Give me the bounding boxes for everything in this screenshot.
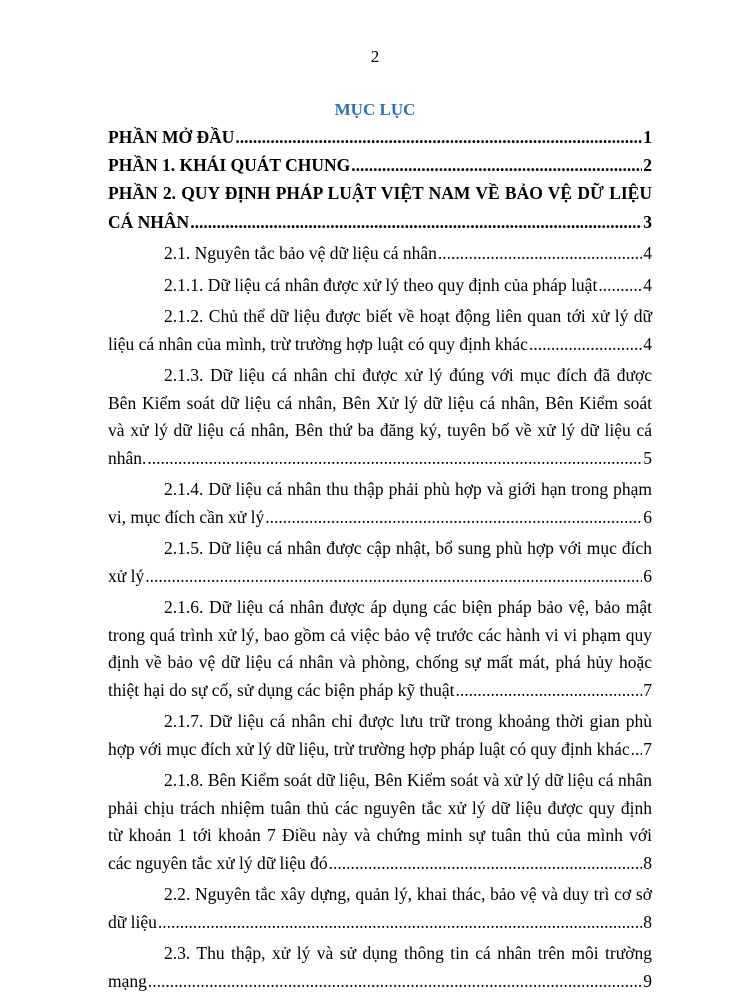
toc-page-number: 8: [643, 852, 652, 873]
toc-entry-line: 2.3. Thu thập, xử lý và sử dụng thông tin cá nhân trên môi trường: [164, 943, 652, 963]
toc-entry[interactable]: [108, 767, 652, 877]
toc-entry[interactable]: [108, 535, 652, 590]
toc-entry-last-line: [108, 272, 652, 300]
toc-entry-last-line: [108, 240, 652, 268]
toc-entry-line: 2.1.6. Dữ liệu cá nhân được áp dụng các biện pháp bảo vệ, bảo mật: [164, 597, 652, 617]
toc-title: MỤC LỤC: [334, 100, 416, 119]
toc-entry-text: hợp với mục đích xử lý dữ liệu, trừ trường hợp pháp luật có quy định khác: [108, 738, 630, 759]
toc-entry-text: dữ liệu: [108, 911, 157, 932]
toc-page-number: 4: [643, 274, 652, 295]
toc-entry-last-line: [108, 736, 652, 764]
dot-leader: [456, 677, 643, 705]
toc-entry-line: và xử lý dữ liệu cá nhân, Bên thứ ba đăng ký, tuyên bố về xử lý dữ liệu cá: [108, 420, 652, 440]
dot-leader: [235, 123, 642, 151]
toc-entry-line: định về bảo vệ dữ liệu cá nhân và phòng, chống sự mất mát, phá hủy hoặc: [108, 652, 652, 672]
toc-entry-text: các nguyên tắc xử lý dữ liệu đó: [108, 852, 328, 873]
dot-leader: [145, 563, 642, 591]
toc-entry-text: thiệt hại do sự cố, sử dụng các biện pháp kỹ thuật: [108, 679, 455, 700]
dot-leader: [329, 850, 643, 878]
toc-page-number: 4: [643, 333, 652, 354]
toc-page-number: 5: [643, 447, 652, 468]
toc-entry[interactable]: [108, 240, 652, 268]
table-of-contents: [108, 123, 652, 995]
toc-page-number: 3: [643, 211, 652, 232]
toc-entry-last-line: [108, 563, 652, 591]
toc-entry[interactable]: [108, 594, 652, 704]
toc-entry-text: CÁ NHÂN: [108, 211, 190, 232]
toc-page-number: 6: [643, 506, 652, 527]
toc-entry-last-line: [108, 331, 652, 359]
toc-entry-last-line: [108, 677, 652, 705]
toc-entry-last-line: [108, 123, 652, 151]
toc-entry[interactable]: [108, 151, 652, 179]
toc-entry[interactable]: [108, 272, 652, 300]
toc-entry-line: 2.1.5. Dữ liệu cá nhân được cập nhật, bổ sung phù hợp với mục đích: [164, 538, 652, 558]
toc-page-number: 2: [643, 155, 652, 175]
toc-entry-line: 2.1.7. Dữ liệu cá nhân chỉ được lưu trữ trong khoảng thời gian phù: [164, 711, 652, 731]
toc-entry-text: PHẦN MỞ ĐẦU: [108, 127, 235, 147]
toc-entry[interactable]: [108, 303, 652, 358]
toc-entry[interactable]: [108, 708, 652, 763]
dot-leader: [598, 272, 642, 300]
toc-entry[interactable]: [108, 881, 652, 936]
toc-page-number: 7: [643, 679, 652, 700]
toc-page-number: 1: [643, 127, 652, 147]
toc-entry-text: nhân.: [108, 447, 147, 468]
toc-entry-last-line: [108, 968, 652, 996]
toc-entry-line: 2.2. Nguyên tắc xây dựng, quản lý, khai thác, bảo vệ và duy trì cơ sở: [164, 884, 652, 904]
toc-entry-text: xử lý: [108, 565, 145, 586]
toc-entry-text: liệu cá nhân của mình, trừ trường hợp luật có quy định khác: [108, 333, 528, 354]
toc-entry-last-line: [108, 850, 652, 878]
toc-entry-line: 2.1.2. Chủ thể dữ liệu được biết về hoạt động liên quan tới xử lý dữ: [164, 306, 652, 326]
dot-leader: [190, 208, 642, 237]
toc-page-number: 8: [643, 911, 652, 932]
toc-entry-last-line: [108, 208, 652, 237]
toc-entry-last-line: [108, 445, 652, 473]
toc-entry[interactable]: [108, 123, 652, 151]
toc-page-number: 6: [643, 565, 652, 586]
dot-leader: [147, 445, 642, 473]
dot-leader: [148, 968, 642, 996]
toc-entry-line: từ khoản 1 tới khoản 7 Điều này và chứng minh sự tuân thủ của mình với: [108, 825, 652, 845]
toc-entry-last-line: [108, 151, 652, 179]
toc-entry-line: 2.1.3. Dữ liệu cá nhân chỉ được xử lý đúng với mục đích đã được: [164, 365, 652, 385]
toc-page-number: 4: [643, 243, 652, 263]
toc-entry[interactable]: [108, 179, 652, 236]
toc-entry-text: PHẦN 1. KHÁI QUÁT CHUNG: [108, 155, 351, 175]
dot-leader: [158, 909, 642, 937]
toc-entry-text: 2.1. Nguyên tắc bảo vệ dữ liệu cá nhân: [164, 243, 437, 263]
toc-entry[interactable]: [108, 362, 652, 472]
dot-leader: [529, 331, 642, 359]
toc-entry[interactable]: [108, 940, 652, 995]
dot-leader: [438, 240, 642, 268]
toc-page-number: 9: [643, 970, 652, 991]
dot-leader: [265, 504, 642, 532]
toc-entry-text: 2.1.1. Dữ liệu cá nhân được xử lý theo quy định của pháp luật: [164, 274, 598, 295]
toc-entry-last-line: [108, 909, 652, 937]
toc-entry-line: trong quá trình xử lý, bao gồm cả việc bảo vệ trước các hành vi vi phạm quy: [108, 624, 652, 645]
toc-entry-line: PHẦN 2. QUY ĐỊNH PHÁP LUẬT VIỆT NAM VỀ BẢO VỆ DỮ LIỆU: [108, 183, 652, 203]
toc-entry-text: mạng: [108, 970, 147, 991]
page-number: 2: [370, 47, 380, 66]
dot-leader: [631, 736, 643, 764]
dot-leader: [351, 151, 642, 179]
toc-entry-last-line: [108, 504, 652, 532]
toc-entry-line: 2.1.4. Dữ liệu cá nhân thu thập phải phù hợp và giới hạn trong phạm: [164, 479, 652, 499]
toc-entry-line: Bên Kiểm soát dữ liệu cá nhân, Bên Xử lý dữ liệu cá nhân, Bên Kiểm soát: [108, 392, 652, 413]
toc-entry-text: vi, mục đích cần xử lý: [108, 506, 265, 527]
toc-entry-line: phải chịu trách nhiệm tuân thủ các nguyên tắc xử lý dữ liệu được quy định: [108, 797, 652, 818]
toc-entry[interactable]: [108, 476, 652, 531]
toc-entry-line: 2.1.8. Bên Kiểm soát dữ liệu, Bên Kiểm soát và xử lý dữ liệu cá nhân: [164, 770, 652, 790]
toc-page-number: 7: [643, 738, 652, 759]
